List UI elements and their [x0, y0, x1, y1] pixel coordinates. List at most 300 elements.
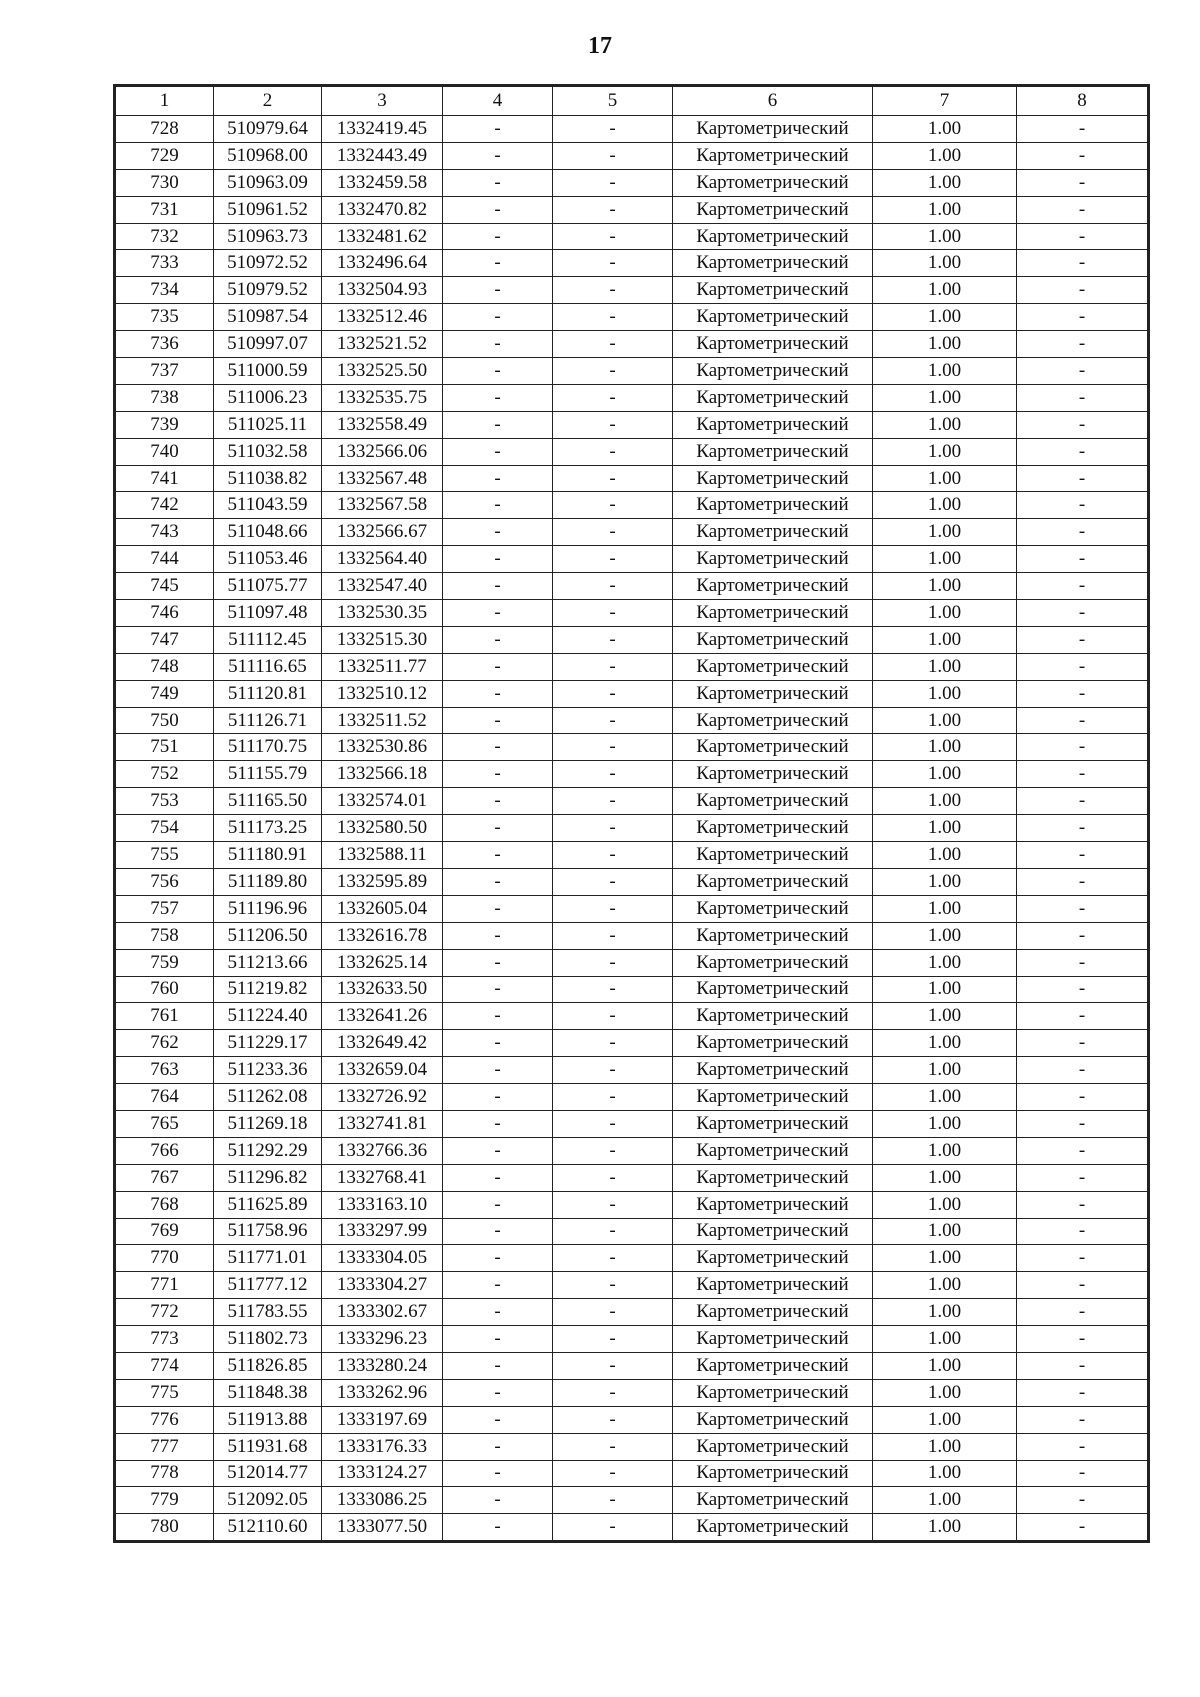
table-row — [116, 761, 1148, 788]
column-8-cell: - — [1017, 868, 1148, 895]
point-number-cell: 739 — [116, 411, 214, 438]
column-header: 5 — [553, 87, 673, 116]
column-8-cell: - — [1017, 116, 1148, 143]
accuracy-cell: 1.00 — [873, 223, 1017, 250]
x-coordinate-cell: 511048.66 — [214, 519, 322, 546]
accuracy-cell: 1.00 — [873, 1137, 1017, 1164]
method-cell: Картометрический — [673, 250, 873, 277]
table-row — [116, 1084, 1148, 1111]
accuracy-cell: 1.00 — [873, 1352, 1017, 1379]
y-coordinate-cell: 1332616.78 — [322, 922, 443, 949]
column-5-cell: - — [553, 626, 673, 653]
column-8-cell: - — [1017, 1406, 1148, 1433]
method-cell: Картометрический — [673, 1352, 873, 1379]
accuracy-cell: 1.00 — [873, 304, 1017, 331]
y-coordinate-cell: 1332726.92 — [322, 1084, 443, 1111]
column-8-cell: - — [1017, 1272, 1148, 1299]
column-5-cell: - — [553, 1003, 673, 1030]
x-coordinate-cell: 510997.07 — [214, 331, 322, 358]
method-cell: Картометрический — [673, 976, 873, 1003]
column-5-cell: - — [553, 465, 673, 492]
method-cell: Картометрический — [673, 169, 873, 196]
method-cell: Картометрический — [673, 358, 873, 385]
y-coordinate-cell: 1332530.35 — [322, 600, 443, 627]
column-header: 1 — [116, 87, 214, 116]
y-coordinate-cell: 1333280.24 — [322, 1352, 443, 1379]
method-cell: Картометрический — [673, 1460, 873, 1487]
column-8-cell: - — [1017, 922, 1148, 949]
accuracy-cell: 1.00 — [873, 438, 1017, 465]
column-5-cell: - — [553, 1030, 673, 1057]
table-row — [116, 1379, 1148, 1406]
column-5-cell: - — [553, 331, 673, 358]
x-coordinate-cell: 511771.01 — [214, 1245, 322, 1272]
method-cell: Картометрический — [673, 196, 873, 223]
y-coordinate-cell: 1332504.93 — [322, 277, 443, 304]
accuracy-cell: 1.00 — [873, 465, 1017, 492]
page-number: 17 — [588, 33, 612, 59]
y-coordinate-cell: 1332588.11 — [322, 842, 443, 869]
column-5-cell: - — [553, 384, 673, 411]
column-4-cell: - — [443, 116, 553, 143]
y-coordinate-cell: 1332459.58 — [322, 169, 443, 196]
column-8-cell: - — [1017, 1433, 1148, 1460]
accuracy-cell: 1.00 — [873, 895, 1017, 922]
accuracy-cell: 1.00 — [873, 1514, 1017, 1541]
accuracy-cell: 1.00 — [873, 1191, 1017, 1218]
accuracy-cell: 1.00 — [873, 1326, 1017, 1353]
accuracy-cell: 1.00 — [873, 600, 1017, 627]
method-cell: Картометрический — [673, 1487, 873, 1514]
x-coordinate-cell: 511097.48 — [214, 600, 322, 627]
column-5-cell: - — [553, 1057, 673, 1084]
method-cell: Картометрический — [673, 1218, 873, 1245]
point-number-cell: 750 — [116, 707, 214, 734]
x-coordinate-cell: 511120.81 — [214, 680, 322, 707]
column-5-cell: - — [553, 1110, 673, 1137]
method-cell: Картометрический — [673, 1245, 873, 1272]
column-8-cell: - — [1017, 1379, 1148, 1406]
x-coordinate-cell: 510961.52 — [214, 196, 322, 223]
accuracy-cell: 1.00 — [873, 815, 1017, 842]
point-number-cell: 780 — [116, 1514, 214, 1541]
table-row — [116, 116, 1148, 143]
method-cell: Картометрический — [673, 1030, 873, 1057]
method-cell: Картометрический — [673, 331, 873, 358]
method-cell: Картометрический — [673, 1433, 873, 1460]
column-4-cell: - — [443, 653, 553, 680]
accuracy-cell: 1.00 — [873, 492, 1017, 519]
y-coordinate-cell: 1332567.58 — [322, 492, 443, 519]
point-number-cell: 735 — [116, 304, 214, 331]
column-5-cell: - — [553, 1164, 673, 1191]
column-4-cell: - — [443, 1433, 553, 1460]
table-row — [116, 1030, 1148, 1057]
column-4-cell: - — [443, 223, 553, 250]
method-cell: Картометрический — [673, 626, 873, 653]
point-number-cell: 734 — [116, 277, 214, 304]
accuracy-cell: 1.00 — [873, 384, 1017, 411]
x-coordinate-cell: 511229.17 — [214, 1030, 322, 1057]
x-coordinate-cell: 510963.73 — [214, 223, 322, 250]
column-5-cell: - — [553, 680, 673, 707]
y-coordinate-cell: 1332481.62 — [322, 223, 443, 250]
x-coordinate-cell: 511802.73 — [214, 1326, 322, 1353]
coordinates-table — [115, 86, 1148, 1541]
table-row — [116, 304, 1148, 331]
column-5-cell: - — [553, 1352, 673, 1379]
table-row — [116, 142, 1148, 169]
x-coordinate-cell: 511213.66 — [214, 949, 322, 976]
y-coordinate-cell: 1332766.36 — [322, 1137, 443, 1164]
column-4-cell: - — [443, 1352, 553, 1379]
column-5-cell: - — [553, 223, 673, 250]
method-cell: Картометрический — [673, 707, 873, 734]
column-8-cell: - — [1017, 196, 1148, 223]
method-cell: Картометрический — [673, 1084, 873, 1111]
method-cell: Картометрический — [673, 842, 873, 869]
method-cell: Картометрический — [673, 788, 873, 815]
accuracy-cell: 1.00 — [873, 546, 1017, 573]
table-row — [116, 600, 1148, 627]
x-coordinate-cell: 511296.82 — [214, 1164, 322, 1191]
x-coordinate-cell: 512014.77 — [214, 1460, 322, 1487]
x-coordinate-cell: 511848.38 — [214, 1379, 322, 1406]
y-coordinate-cell: 1333086.25 — [322, 1487, 443, 1514]
y-coordinate-cell: 1332419.45 — [322, 116, 443, 143]
x-coordinate-cell: 511219.82 — [214, 976, 322, 1003]
accuracy-cell: 1.00 — [873, 626, 1017, 653]
y-coordinate-cell: 1332510.12 — [322, 680, 443, 707]
column-5-cell: - — [553, 1460, 673, 1487]
column-4-cell: - — [443, 626, 553, 653]
table-row — [116, 1272, 1148, 1299]
column-8-cell: - — [1017, 304, 1148, 331]
x-coordinate-cell: 512092.05 — [214, 1487, 322, 1514]
y-coordinate-cell: 1333297.99 — [322, 1218, 443, 1245]
table-row — [116, 546, 1148, 573]
point-number-cell: 778 — [116, 1460, 214, 1487]
column-4-cell: - — [443, 573, 553, 600]
table-row — [116, 1514, 1148, 1541]
column-5-cell: - — [553, 600, 673, 627]
method-cell: Картометрический — [673, 223, 873, 250]
column-header: 3 — [322, 87, 443, 116]
accuracy-cell: 1.00 — [873, 788, 1017, 815]
method-cell: Картометрический — [673, 1272, 873, 1299]
column-5-cell: - — [553, 922, 673, 949]
y-coordinate-cell: 1332525.50 — [322, 358, 443, 385]
table-row — [116, 1299, 1148, 1326]
method-cell: Картометрический — [673, 1379, 873, 1406]
x-coordinate-cell: 511625.89 — [214, 1191, 322, 1218]
point-number-cell: 741 — [116, 465, 214, 492]
accuracy-cell: 1.00 — [873, 922, 1017, 949]
column-4-cell: - — [443, 1326, 553, 1353]
point-number-cell: 775 — [116, 1379, 214, 1406]
y-coordinate-cell: 1332511.52 — [322, 707, 443, 734]
table-row — [116, 573, 1148, 600]
column-8-cell: - — [1017, 384, 1148, 411]
accuracy-cell: 1.00 — [873, 734, 1017, 761]
column-4-cell: - — [443, 1272, 553, 1299]
table-row — [116, 358, 1148, 385]
point-number-cell: 754 — [116, 815, 214, 842]
column-8-cell: - — [1017, 546, 1148, 573]
column-8-cell: - — [1017, 1487, 1148, 1514]
accuracy-cell: 1.00 — [873, 1057, 1017, 1084]
column-4-cell: - — [443, 1003, 553, 1030]
accuracy-cell: 1.00 — [873, 707, 1017, 734]
point-number-cell: 758 — [116, 922, 214, 949]
table-row — [116, 707, 1148, 734]
point-number-cell: 755 — [116, 842, 214, 869]
column-4-cell: - — [443, 142, 553, 169]
column-4-cell: - — [443, 922, 553, 949]
point-number-cell: 764 — [116, 1084, 214, 1111]
y-coordinate-cell: 1332496.64 — [322, 250, 443, 277]
column-8-cell: - — [1017, 842, 1148, 869]
column-5-cell: - — [553, 358, 673, 385]
y-coordinate-cell: 1332574.01 — [322, 788, 443, 815]
method-cell: Картометрический — [673, 384, 873, 411]
table-row — [116, 196, 1148, 223]
y-coordinate-cell: 1332535.75 — [322, 384, 443, 411]
column-8-cell: - — [1017, 142, 1148, 169]
table-row — [116, 842, 1148, 869]
method-cell: Картометрический — [673, 600, 873, 627]
y-coordinate-cell: 1332547.40 — [322, 573, 443, 600]
column-5-cell: - — [553, 761, 673, 788]
method-cell: Картометрический — [673, 1406, 873, 1433]
table-row — [116, 949, 1148, 976]
column-5-cell: - — [553, 519, 673, 546]
accuracy-cell: 1.00 — [873, 976, 1017, 1003]
point-number-cell: 736 — [116, 331, 214, 358]
column-4-cell: - — [443, 734, 553, 761]
method-cell: Картометрический — [673, 304, 873, 331]
column-header: 7 — [873, 87, 1017, 116]
y-coordinate-cell: 1332580.50 — [322, 815, 443, 842]
column-8-cell: - — [1017, 1514, 1148, 1541]
point-number-cell: 766 — [116, 1137, 214, 1164]
y-coordinate-cell: 1332633.50 — [322, 976, 443, 1003]
y-coordinate-cell: 1333304.27 — [322, 1272, 443, 1299]
column-8-cell: - — [1017, 331, 1148, 358]
method-cell: Картометрический — [673, 546, 873, 573]
table-row — [116, 1460, 1148, 1487]
accuracy-cell: 1.00 — [873, 519, 1017, 546]
method-cell: Картометрический — [673, 734, 873, 761]
column-4-cell: - — [443, 1110, 553, 1137]
column-4-cell: - — [443, 196, 553, 223]
column-8-cell: - — [1017, 707, 1148, 734]
point-number-cell: 777 — [116, 1433, 214, 1460]
accuracy-cell: 1.00 — [873, 1003, 1017, 1030]
column-4-cell: - — [443, 1379, 553, 1406]
column-5-cell: - — [553, 788, 673, 815]
table-row — [116, 465, 1148, 492]
table-row — [116, 680, 1148, 707]
accuracy-cell: 1.00 — [873, 653, 1017, 680]
column-4-cell: - — [443, 358, 553, 385]
table-row — [116, 331, 1148, 358]
accuracy-cell: 1.00 — [873, 196, 1017, 223]
accuracy-cell: 1.00 — [873, 1379, 1017, 1406]
point-number-cell: 743 — [116, 519, 214, 546]
table-row — [116, 895, 1148, 922]
table-row — [116, 1057, 1148, 1084]
x-coordinate-cell: 511025.11 — [214, 411, 322, 438]
column-header: 2 — [214, 87, 322, 116]
x-coordinate-cell: 510972.52 — [214, 250, 322, 277]
column-5-cell: - — [553, 116, 673, 143]
y-coordinate-cell: 1332511.77 — [322, 653, 443, 680]
point-number-cell: 744 — [116, 546, 214, 573]
point-number-cell: 779 — [116, 1487, 214, 1514]
column-4-cell: - — [443, 1164, 553, 1191]
column-4-cell: - — [443, 331, 553, 358]
column-8-cell: - — [1017, 1003, 1148, 1030]
point-number-cell: 740 — [116, 438, 214, 465]
y-coordinate-cell: 1333163.10 — [322, 1191, 443, 1218]
column-4-cell: - — [443, 895, 553, 922]
x-coordinate-cell: 511043.59 — [214, 492, 322, 519]
accuracy-cell: 1.00 — [873, 1460, 1017, 1487]
accuracy-cell: 1.00 — [873, 411, 1017, 438]
column-5-cell: - — [553, 1191, 673, 1218]
x-coordinate-cell: 511038.82 — [214, 465, 322, 492]
point-number-cell: 731 — [116, 196, 214, 223]
method-cell: Картометрический — [673, 1137, 873, 1164]
method-cell: Картометрический — [673, 1003, 873, 1030]
x-coordinate-cell: 511931.68 — [214, 1433, 322, 1460]
point-number-cell: 742 — [116, 492, 214, 519]
method-cell: Картометрический — [673, 680, 873, 707]
column-4-cell: - — [443, 411, 553, 438]
x-coordinate-cell: 510963.09 — [214, 169, 322, 196]
column-8-cell: - — [1017, 949, 1148, 976]
column-5-cell: - — [553, 1379, 673, 1406]
column-5-cell: - — [553, 1406, 673, 1433]
x-coordinate-cell: 512110.60 — [214, 1514, 322, 1541]
column-5-cell: - — [553, 573, 673, 600]
accuracy-cell: 1.00 — [873, 1164, 1017, 1191]
column-5-cell: - — [553, 815, 673, 842]
x-coordinate-cell: 511913.88 — [214, 1406, 322, 1433]
x-coordinate-cell: 511126.71 — [214, 707, 322, 734]
point-number-cell: 732 — [116, 223, 214, 250]
column-8-cell: - — [1017, 465, 1148, 492]
column-5-cell: - — [553, 196, 673, 223]
accuracy-cell: 1.00 — [873, 1406, 1017, 1433]
point-number-cell: 737 — [116, 358, 214, 385]
x-coordinate-cell: 510979.52 — [214, 277, 322, 304]
accuracy-cell: 1.00 — [873, 1272, 1017, 1299]
x-coordinate-cell: 510987.54 — [214, 304, 322, 331]
table-row — [116, 1326, 1148, 1353]
column-4-cell: - — [443, 250, 553, 277]
method-cell: Картометрический — [673, 895, 873, 922]
column-8-cell: - — [1017, 1460, 1148, 1487]
table-row — [116, 788, 1148, 815]
column-4-cell: - — [443, 438, 553, 465]
column-4-cell: - — [443, 707, 553, 734]
column-8-cell: - — [1017, 438, 1148, 465]
table-row — [116, 1406, 1148, 1433]
accuracy-cell: 1.00 — [873, 1433, 1017, 1460]
column-5-cell: - — [553, 949, 673, 976]
method-cell: Картометрический — [673, 142, 873, 169]
x-coordinate-cell: 511292.29 — [214, 1137, 322, 1164]
column-8-cell: - — [1017, 1164, 1148, 1191]
table-row — [116, 868, 1148, 895]
y-coordinate-cell: 1332530.86 — [322, 734, 443, 761]
x-coordinate-cell: 511233.36 — [214, 1057, 322, 1084]
column-8-cell: - — [1017, 1245, 1148, 1272]
column-8-cell: - — [1017, 734, 1148, 761]
table-header-row — [116, 87, 1148, 116]
y-coordinate-cell: 1332558.49 — [322, 411, 443, 438]
table-body — [116, 116, 1148, 1541]
column-4-cell: - — [443, 304, 553, 331]
point-number-cell: 776 — [116, 1406, 214, 1433]
y-coordinate-cell: 1333296.23 — [322, 1326, 443, 1353]
column-8-cell: - — [1017, 1137, 1148, 1164]
x-coordinate-cell: 511170.75 — [214, 734, 322, 761]
column-8-cell: - — [1017, 250, 1148, 277]
column-5-cell: - — [553, 1487, 673, 1514]
table-row — [116, 277, 1148, 304]
accuracy-cell: 1.00 — [873, 1487, 1017, 1514]
x-coordinate-cell: 511000.59 — [214, 358, 322, 385]
x-coordinate-cell: 511826.85 — [214, 1352, 322, 1379]
point-number-cell: 759 — [116, 949, 214, 976]
point-number-cell: 774 — [116, 1352, 214, 1379]
table-row — [116, 1433, 1148, 1460]
y-coordinate-cell: 1333304.05 — [322, 1245, 443, 1272]
point-number-cell: 749 — [116, 680, 214, 707]
table-row — [116, 1137, 1148, 1164]
column-8-cell: - — [1017, 976, 1148, 1003]
column-4-cell: - — [443, 1245, 553, 1272]
column-8-cell: - — [1017, 761, 1148, 788]
y-coordinate-cell: 1333197.69 — [322, 1406, 443, 1433]
point-number-cell: 767 — [116, 1164, 214, 1191]
accuracy-cell: 1.00 — [873, 116, 1017, 143]
x-coordinate-cell: 511053.46 — [214, 546, 322, 573]
y-coordinate-cell: 1333176.33 — [322, 1433, 443, 1460]
table-row — [116, 653, 1148, 680]
column-8-cell: - — [1017, 600, 1148, 627]
y-coordinate-cell: 1332470.82 — [322, 196, 443, 223]
column-8-cell: - — [1017, 358, 1148, 385]
y-coordinate-cell: 1332641.26 — [322, 1003, 443, 1030]
method-cell: Картометрический — [673, 1164, 873, 1191]
point-number-cell: 733 — [116, 250, 214, 277]
column-4-cell: - — [443, 680, 553, 707]
point-number-cell: 747 — [116, 626, 214, 653]
column-4-cell: - — [443, 1460, 553, 1487]
point-number-cell: 748 — [116, 653, 214, 680]
column-8-cell: - — [1017, 680, 1148, 707]
x-coordinate-cell: 511224.40 — [214, 1003, 322, 1030]
column-5-cell: - — [553, 438, 673, 465]
point-number-cell: 752 — [116, 761, 214, 788]
x-coordinate-cell: 510979.64 — [214, 116, 322, 143]
x-coordinate-cell: 511758.96 — [214, 1218, 322, 1245]
point-number-cell: 762 — [116, 1030, 214, 1057]
